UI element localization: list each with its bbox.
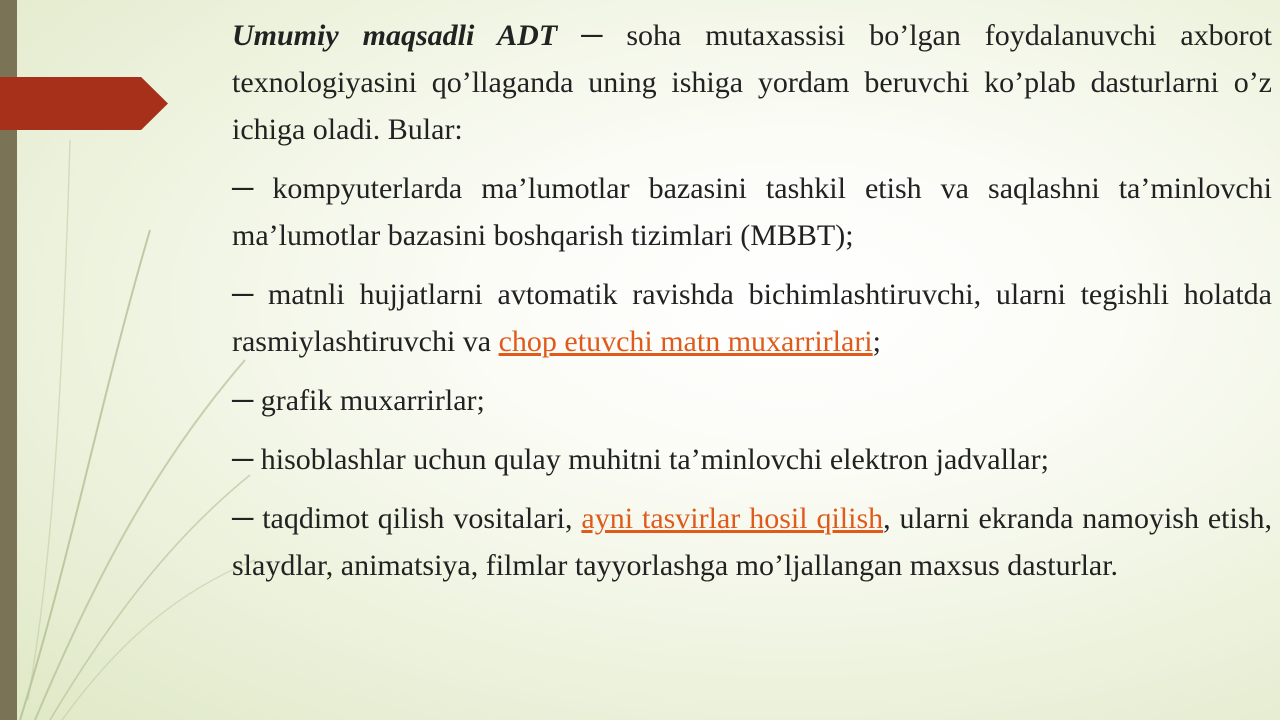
slide-content xyxy=(232,12,1272,601)
item-dash: ─ xyxy=(232,172,254,205)
image-creation-link[interactable]: ayni tasvirlar hosil qilish xyxy=(581,502,884,535)
intro-text: soha mutaxassisi bo’lgan foydalanuvchi axborot texnologiyasini qo’llaganda uning ishiga yordam beruvchi ko’plab dasturlarni o’z ichiga oladi. Bular: xyxy=(232,19,1272,146)
list-item xyxy=(232,271,1272,365)
list-item xyxy=(232,377,1272,424)
intro-term: Umumiy maqsadli ADT xyxy=(232,19,558,52)
list-item xyxy=(232,436,1272,483)
intro-dash: ─ xyxy=(581,19,603,52)
item-text-end: , ularni ekranda namoyish etish, slaydlar, animatsiya, filmlar tayyorlashga mo’ljallangan maxsus dasturlar. xyxy=(232,502,1273,582)
list-item xyxy=(232,165,1272,259)
item-text: grafik muxarrirlar; xyxy=(260,384,485,417)
item-dash: ─ xyxy=(232,384,254,417)
list-item xyxy=(232,495,1272,589)
intro-paragraph xyxy=(232,12,1272,153)
item-text: hisoblashlar uchun qulay muhitni ta’minlovchi elektron jadvallar; xyxy=(260,443,1049,476)
item-text-end: ; xyxy=(872,325,881,358)
item-text: kompyuterlarda ma’lumotlar bazasini tashkil etish va saqlashni ta’minlovchi ma’lumotlar bazasini boshqarish tizimlari (MBBT); xyxy=(232,172,1272,252)
text-editors-link[interactable]: chop etuvchi matn muxarrirlari xyxy=(498,325,873,358)
item-dash: ─ xyxy=(232,278,254,311)
arrow-flag-shape xyxy=(0,77,168,130)
item-dash: ─ xyxy=(232,443,254,476)
item-text: matnli hujjatlarni avtomatik ravishda bichimlashtiruvchi, ularni tegishli holatda rasmiylashtiruvchi va xyxy=(232,278,1272,358)
item-text: taqdimot qilish vositalari, xyxy=(262,502,573,535)
item-dash: ─ xyxy=(232,502,254,535)
